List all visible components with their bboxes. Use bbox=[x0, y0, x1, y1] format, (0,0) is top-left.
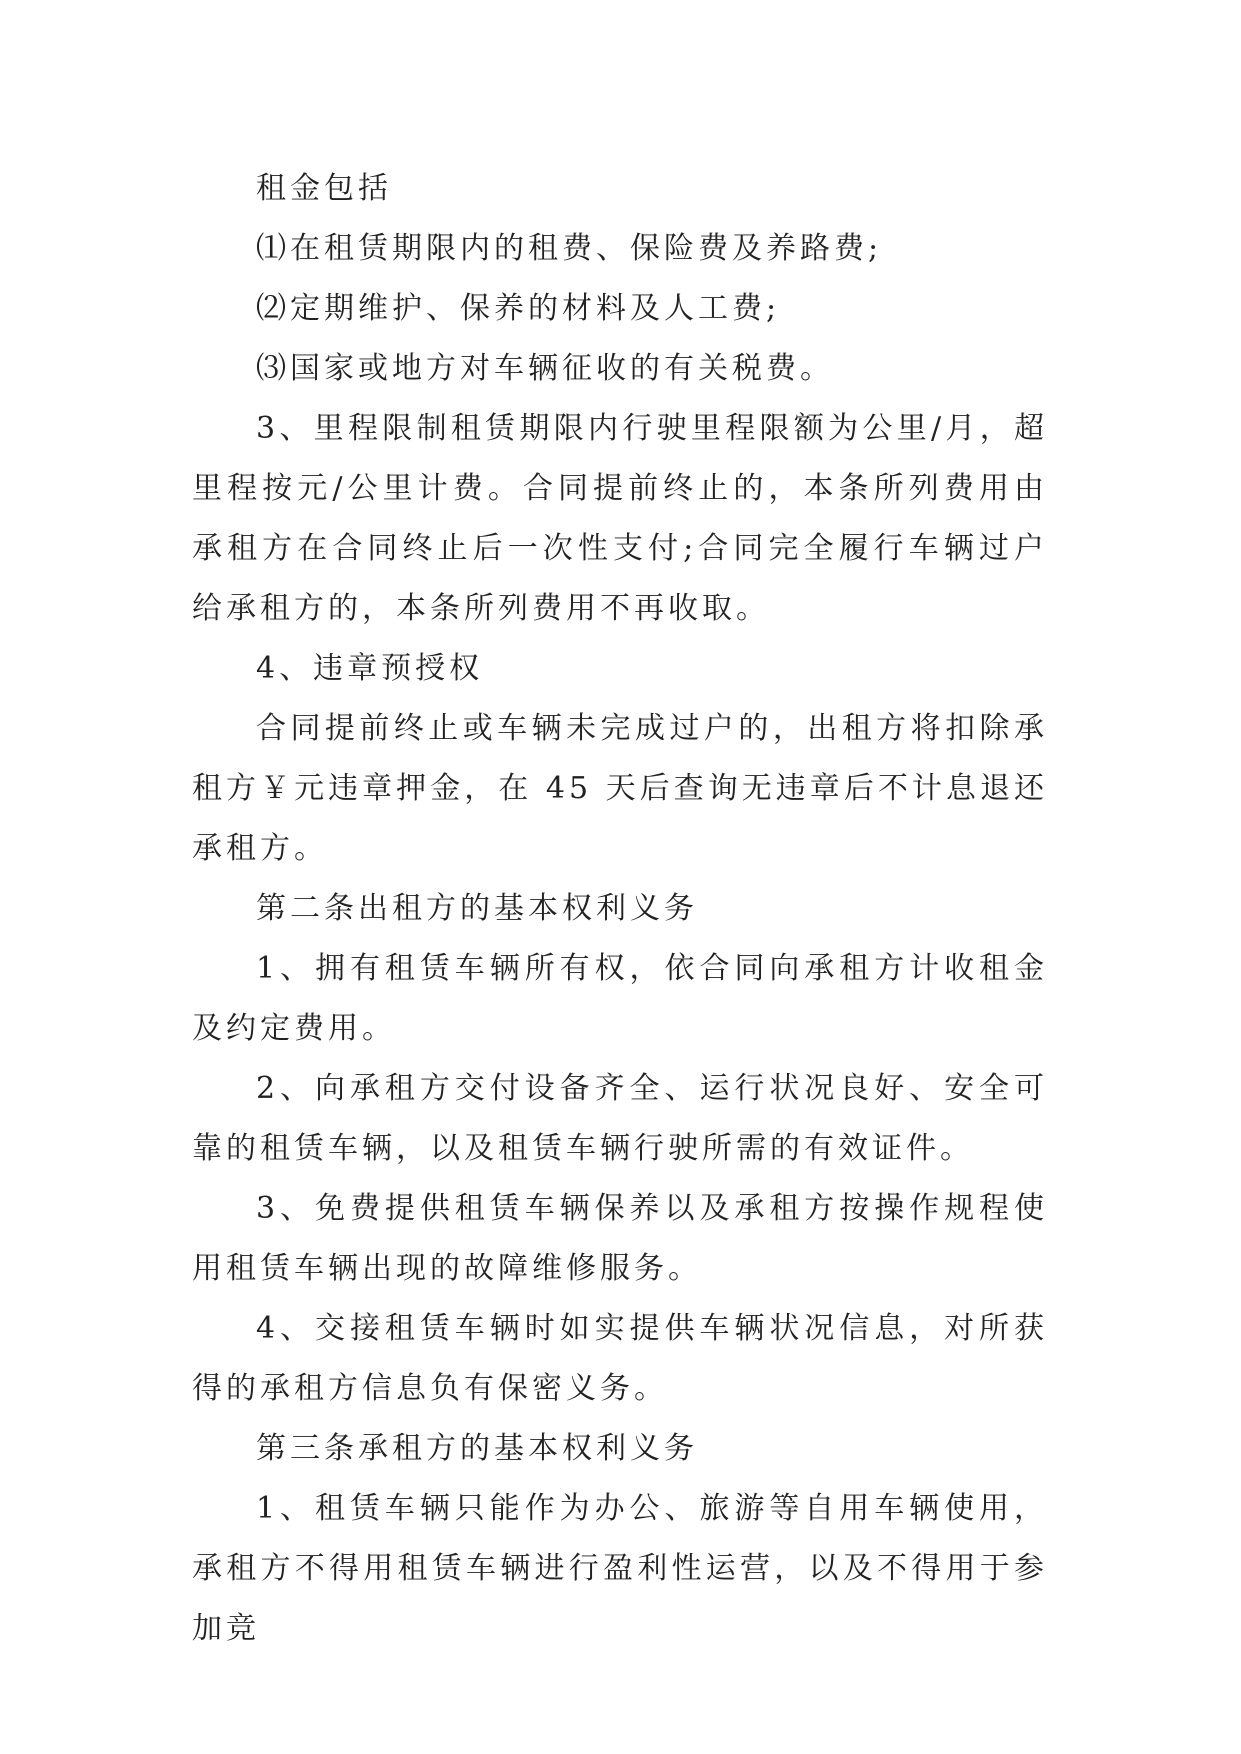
article-three-item-1: 1、租赁车辆只能作为办公、旅游等自用车辆使用，承租方不得用租赁车辆进行盈利性运营，以及不得用于参加竞 bbox=[192, 1491, 1048, 1646]
paragraph-rent-item-3: ⑶国家或地方对车辆征收的有关税费。 bbox=[256, 351, 834, 386]
article-two-item-3: 3、免费提供租赁车辆保养以及承租方按操作规程使用租赁车辆出现的故障维修服务。 bbox=[192, 1191, 1048, 1286]
paragraph-rent-includes: 租金包括 bbox=[256, 171, 392, 206]
article-two-item-2: 2、向承租方交付设备齐全、运行状况良好、安全可靠的租赁车辆，以及租赁车辆行驶所需的有效证件。 bbox=[192, 1071, 1048, 1166]
article-three-heading: 第三条承租方的基本权利义务 bbox=[256, 1431, 698, 1466]
article-two-item-4: 4、交接租赁车辆时如实提供车辆状况信息，对所获得的承租方信息负有保密义务。 bbox=[192, 1311, 1048, 1406]
article-two-heading: 第二条出租方的基本权利义务 bbox=[256, 891, 698, 926]
paragraph-rent-item-1: ⑴在租赁期限内的租费、保险费及养路费; bbox=[256, 231, 883, 266]
paragraph-violation-deposit: 合同提前终止或车辆未完成过户的，出租方将扣除承租方￥元违章押金，在 45 天后查询无违章后不计息退还承租方。 bbox=[192, 711, 1048, 866]
paragraph-mileage-limit: 3、里程限制租赁期限内行驶里程限额为公里/月，超里程按元/公里计费。合同提前终止的，本条所列费用由承租方在合同终止后一次性支付;合同完全履行车辆过户给承租方的，本条所列费用不再收取。 bbox=[192, 411, 1048, 626]
document-body bbox=[192, 159, 1048, 1659]
paragraph-rent-item-2: ⑵定期维护、保养的材料及人工费; bbox=[256, 291, 781, 326]
article-two-item-1: 1、拥有租赁车辆所有权，依合同向承租方计收租金及约定费用。 bbox=[192, 951, 1048, 1046]
paragraph-violation-heading: 4、违章预授权 bbox=[256, 651, 484, 686]
